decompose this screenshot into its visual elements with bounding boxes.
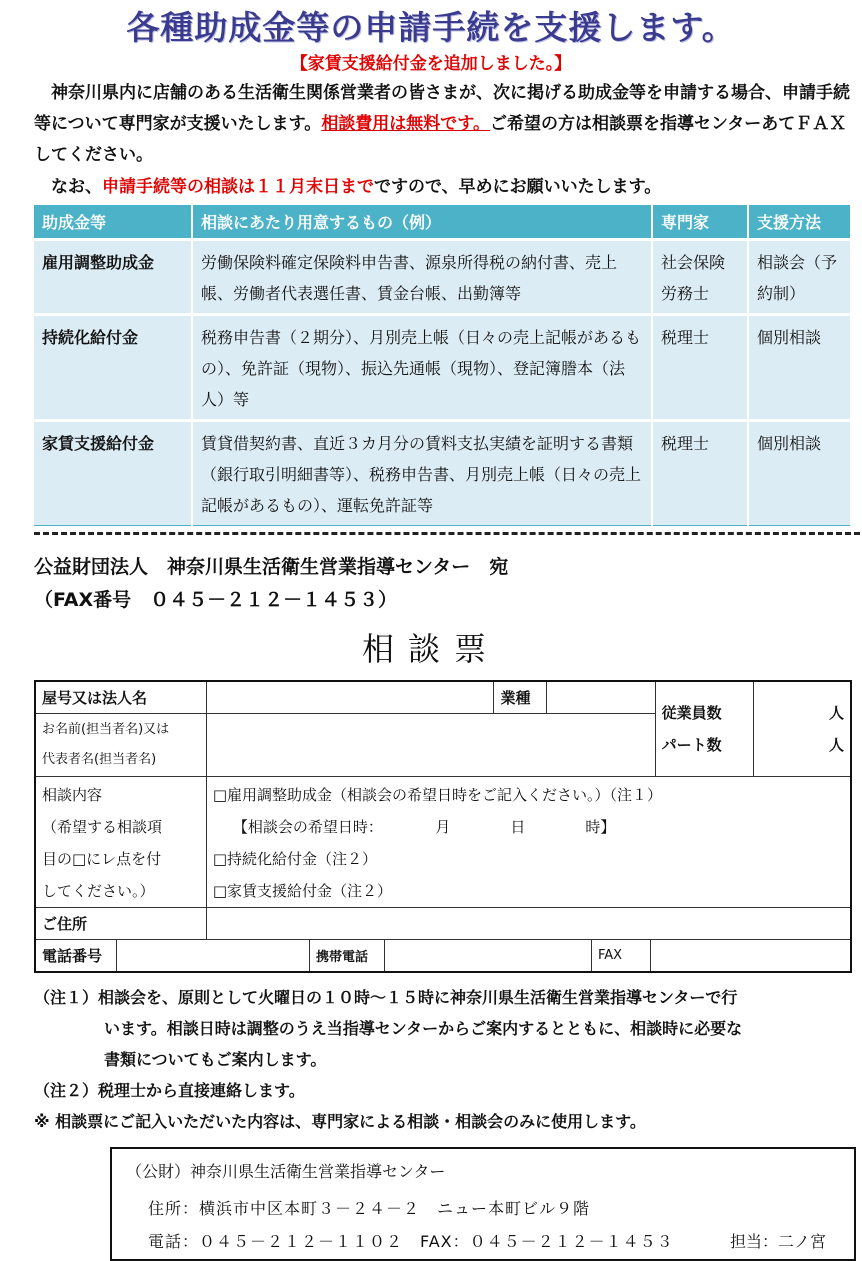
shop-name-field[interactable] xyxy=(206,681,494,714)
mobile-label: 携帯電話 xyxy=(310,940,385,971)
deadline-paragraph xyxy=(34,172,860,203)
privacy-note: ※ 相談票にご記入いただいた内容は、専門家による相談・相談会のみに使用します。 xyxy=(34,1112,646,1131)
deadline-highlight: 申請手続等の相談は１１月末日まで xyxy=(102,177,374,197)
table-row xyxy=(34,315,851,421)
table-header: 相談にあたり用意するもの（例） xyxy=(192,205,652,240)
footer-contact-person: 担当：二ノ宮 xyxy=(730,1232,827,1251)
employees-unit: 人 xyxy=(828,704,844,722)
content-label-line-3: 目の□にレ点を付 xyxy=(42,850,162,868)
intro-text-2: ご希望の方は相談票を指導センターあてＦＡＸしてください。 xyxy=(34,114,847,165)
fax-number: （FAX番号 ０４５－２１２－１４５３） xyxy=(34,589,398,611)
footer-phone-fax: 電話：０４５－２１２－１１０２ FAX：０４５－２１２－１４５３ xyxy=(148,1232,674,1251)
page-title: 各種助成金等の申請手続を支援します。 xyxy=(126,8,736,47)
intro-text-1: 神奈川県内に店舗のある生活衛生関係営業者の皆さまが、次に掲げる助成金等を申請する場合、申請手続等について専門家が支援いたします。 xyxy=(34,83,850,134)
consultation-form xyxy=(34,680,852,973)
subsidy-info-table xyxy=(34,205,852,526)
table-cell: 個別相談 xyxy=(748,315,851,421)
note-2: （注２）税理士から直接連絡します。 xyxy=(34,1081,305,1100)
phone-field[interactable] xyxy=(117,940,310,971)
content-label-line-2: （希望する相談項 xyxy=(42,818,163,836)
address-field[interactable] xyxy=(206,908,851,940)
content-label-line-4: してください。） xyxy=(42,882,155,900)
fax-addressee: 公益財団法人 神奈川県生活衛生営業指導センター 宛 xyxy=(34,556,509,578)
intro-paragraph xyxy=(34,78,860,171)
name-label xyxy=(35,714,206,777)
table-header: 助成金等 xyxy=(34,205,192,240)
table-header: 支援方法 xyxy=(748,205,851,240)
staff-labels xyxy=(655,681,753,777)
deadline-text-2: ですので、早めにお願いいたします。 xyxy=(374,177,662,197)
table-cell: 労働保険料確定保険料申告書、源泉所得税の納付書、売上帳、労働者代表選任書、賃金台帳、出勤簿等 xyxy=(192,240,652,315)
industry-cell xyxy=(494,681,655,714)
table-cell: 雇用調整助成金 xyxy=(34,240,192,315)
table-row xyxy=(34,421,851,526)
phone-row xyxy=(35,940,851,973)
option-date-request[interactable]: 【相談会の希望日時： 月 日 時】 xyxy=(232,818,616,836)
table-cell: 税理士 xyxy=(652,315,748,421)
mobile-field[interactable] xyxy=(385,940,592,971)
note-1-text: 相談会を、原則として火曜日の１０時～１５時に神奈川県生活衛生営業指導センターで行 xyxy=(98,988,738,1007)
name-label-line-2: 代表者名(担当者名) xyxy=(42,752,157,767)
table-cell: 家賃支援給付金 xyxy=(34,421,192,526)
option-employment-subsidy[interactable]: □雇用調整助成金（相談会の希望日時をご記入ください。）（注１） xyxy=(212,786,663,804)
table-cell: 社会保険労務士 xyxy=(652,240,748,315)
part-label: パート数 xyxy=(661,736,722,754)
note-1-line-2: います。相談日時は調整のうえ当指導センターからご案内するとともに、相談時に必要な xyxy=(104,1019,743,1038)
shop-name-label: 屋号又は法人名 xyxy=(35,681,206,714)
name-field[interactable] xyxy=(206,714,655,777)
note-1 xyxy=(34,982,860,1075)
table-header-row xyxy=(34,205,851,240)
footer-address: 住所：横浜市中区本町３－２４－２ ニュー本町ビル９階 xyxy=(148,1199,591,1218)
phone-label: 電話番号 xyxy=(36,940,117,971)
free-consultation-note: 相談費用は無料です。 xyxy=(321,114,490,134)
note-1-line-3: 書類についてもご案内します。 xyxy=(104,1050,327,1069)
address-label: ご住所 xyxy=(35,908,206,940)
contact-box xyxy=(110,1147,856,1261)
content-label-line-1: 相談内容 xyxy=(42,786,103,804)
staff-fields[interactable] xyxy=(753,681,851,777)
fax-field[interactable] xyxy=(651,940,851,971)
content-options xyxy=(206,777,851,908)
content-label xyxy=(35,777,206,908)
table-cell: 持続化給付金 xyxy=(34,315,192,421)
deadline-text-1: なお、 xyxy=(51,177,102,197)
table-cell: 個別相談 xyxy=(748,421,851,526)
name-label-line-1: お名前(担当者名)又は xyxy=(42,722,170,737)
footer-org: （公財）神奈川県生活衛生営業指導センター xyxy=(126,1162,446,1181)
option-continuation-benefit[interactable]: □持続化給付金（注２） xyxy=(212,850,378,868)
table-cell: 賃貸借契約書、直近３カ月分の賃料支払実績を証明する書類（銀行取引明細書等）、税務申告書、月別売上帳（日々の売上記帳があるもの）、運転免許証等 xyxy=(192,421,652,526)
table-cell: 税理士 xyxy=(652,421,748,526)
cut-line xyxy=(34,532,860,535)
industry-label: 業種 xyxy=(494,682,547,713)
table-cell: 税務申告書（２期分）、月別売上帳（日々の売上記帳があるもの）、免許証（現物）、振込先通帳（現物）、登記簿謄本（法人）等 xyxy=(192,315,652,421)
employees-label: 従業員数 xyxy=(661,704,722,722)
fax-label: FAX xyxy=(592,940,651,971)
table-header: 専門家 xyxy=(652,205,748,240)
note-1-mark: （注１） xyxy=(34,988,99,1007)
option-rent-support-benefit[interactable]: □家賃支援給付金（注２） xyxy=(212,882,393,900)
page-subtitle: 【家賃支援給付金を追加しました。】 xyxy=(290,54,572,74)
table-cell: 相談会（予約制） xyxy=(748,240,851,315)
table-row xyxy=(34,240,851,315)
part-unit: 人 xyxy=(828,736,844,754)
form-title: 相談票 xyxy=(361,630,500,668)
note-1-line-1 xyxy=(34,982,860,1013)
industry-field[interactable] xyxy=(547,682,655,713)
